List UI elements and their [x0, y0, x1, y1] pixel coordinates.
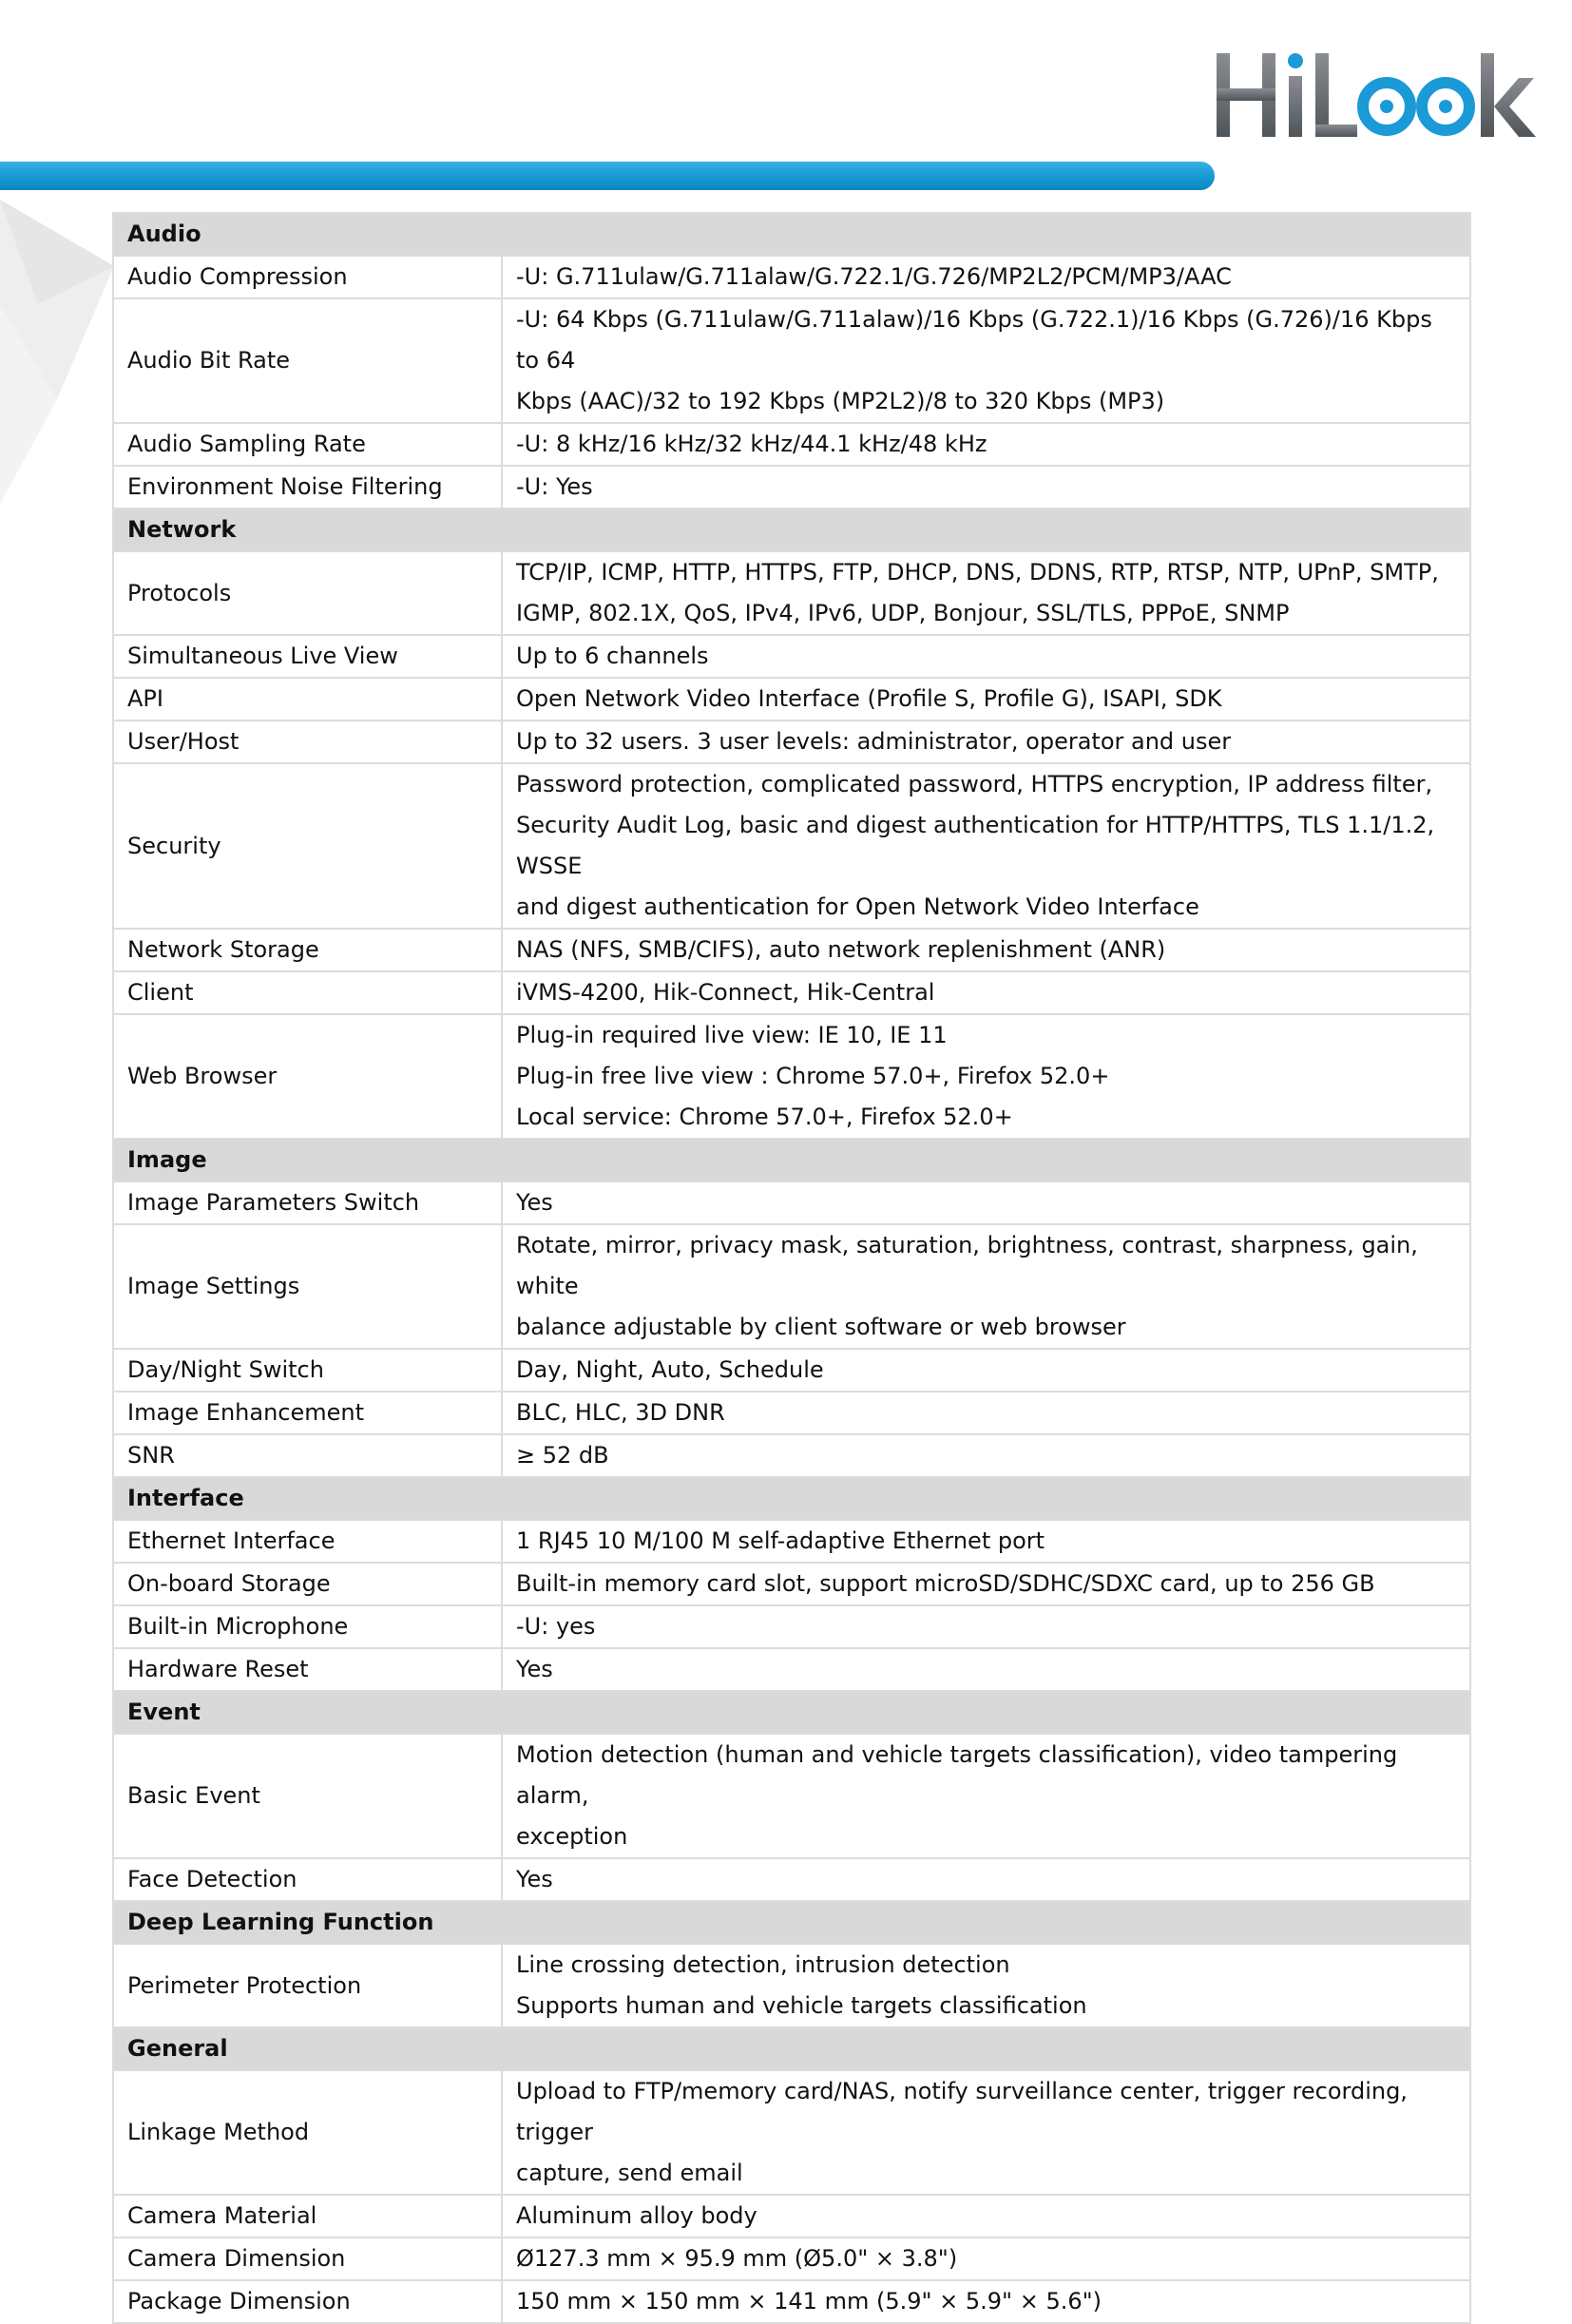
- spec-value-line: -U: 8 kHz/16 kHz/32 kHz/44.1 kHz/48 kHz: [516, 431, 987, 457]
- spec-value: [502, 1181, 1470, 1224]
- section-title: Network: [113, 509, 1470, 551]
- spec-label: Hardware Reset: [113, 1648, 502, 1691]
- spec-value-line: Kbps (AAC)/32 to 192 Kbps (MP2L2)/8 to 320 Kbps (MP3): [516, 388, 1165, 414]
- spec-value: [502, 635, 1470, 678]
- spec-row: [113, 1434, 1470, 1477]
- spec-row: [113, 635, 1470, 678]
- spec-value-line: Up to 6 channels: [516, 643, 709, 669]
- spec-label: Environment Noise Filtering: [113, 466, 502, 509]
- spec-value: [502, 971, 1470, 1014]
- spec-label: Web Browser: [113, 1014, 502, 1139]
- spec-value-line: Day, Night, Auto, Schedule: [516, 1356, 824, 1383]
- spec-value: [502, 1224, 1470, 1349]
- spec-row: [113, 551, 1470, 635]
- header-accent-bar: [0, 162, 1215, 190]
- spec-row: [113, 2070, 1470, 2195]
- spec-label: Perimeter Protection: [113, 1944, 502, 2027]
- spec-value-line: IGMP, 802.1X, QoS, IPv4, IPv6, UDP, Bonjour, SSL/TLS, PPPoE, SNMP: [516, 600, 1290, 626]
- spec-value: [502, 1605, 1470, 1648]
- spec-label: Image Enhancement: [113, 1392, 502, 1434]
- spec-label: Security: [113, 763, 502, 929]
- spec-value-line: Security Audit Log, basic and digest authentication for HTTP/HTTPS, TLS 1.1/1.2, WSSE: [516, 812, 1435, 879]
- spec-value: [502, 1014, 1470, 1139]
- spec-row: [113, 298, 1470, 423]
- spec-value: [502, 423, 1470, 466]
- spec-row: [113, 971, 1470, 1014]
- spec-value-line: Plug-in free live view : Chrome 57.0+, Firefox 52.0+: [516, 1063, 1110, 1089]
- section-title: Audio: [113, 213, 1470, 256]
- spec-label: Network Storage: [113, 929, 502, 971]
- spec-label: Linkage Method: [113, 2070, 502, 2195]
- section-header: [113, 1691, 1470, 1734]
- spec-value-line: Motion detection (human and vehicle targets classification), video tampering alarm,: [516, 1741, 1398, 1809]
- spec-row: [113, 1563, 1470, 1605]
- spec-value-line: TCP/IP, ICMP, HTTP, HTTPS, FTP, DHCP, DNS, DDNS, RTP, RTSP, NTP, UPnP, SMTP,: [516, 559, 1439, 586]
- spec-value-line: iVMS-4200, Hik-Connect, Hik-Central: [516, 979, 935, 1006]
- spec-row: [113, 1224, 1470, 1349]
- spec-label: Protocols: [113, 551, 502, 635]
- spec-label: Audio Compression: [113, 256, 502, 298]
- spec-value: [502, 678, 1470, 720]
- spec-value-line: NAS (NFS, SMB/CIFS), auto network replenishment (ANR): [516, 936, 1166, 963]
- spec-row: [113, 1392, 1470, 1434]
- section-header: [113, 2027, 1470, 2070]
- section-header: [113, 1901, 1470, 1944]
- spec-value-line: capture, send email: [516, 2160, 743, 2186]
- spec-value: [502, 763, 1470, 929]
- spec-value-line: 150 mm × 150 mm × 141 mm (5.9" × 5.9" × 5.6"): [516, 2288, 1102, 2314]
- spec-value-line: -U: 64 Kbps (G.711ulaw/G.711alaw)/16 Kbps (G.722.1)/16 Kbps (G.726)/16 Kbps to 64: [516, 306, 1432, 374]
- spec-label: Image Settings: [113, 1224, 502, 1349]
- spec-label: Camera Material: [113, 2195, 502, 2238]
- spec-row: [113, 1605, 1470, 1648]
- spec-value-line: -U: Yes: [516, 473, 593, 500]
- spec-value: [502, 1648, 1470, 1691]
- section-header: [113, 1477, 1470, 1520]
- spec-label: Package Dimension: [113, 2280, 502, 2323]
- spec-label: SNR: [113, 1434, 502, 1477]
- spec-value-line: ≥ 52 dB: [516, 1442, 609, 1469]
- spec-value-line: Yes: [516, 1656, 553, 1682]
- spec-value: [502, 2238, 1470, 2280]
- spec-value: [502, 1858, 1470, 1901]
- spec-value-line: 1 RJ45 10 M/100 M self-adaptive Ethernet port: [516, 1527, 1045, 1554]
- spec-label: Day/Night Switch: [113, 1349, 502, 1392]
- spec-value: [502, 2195, 1470, 2238]
- spec-row: [113, 763, 1470, 929]
- spec-label: Ethernet Interface: [113, 1520, 502, 1563]
- spec-row: [113, 1944, 1470, 2027]
- spec-label: Audio Sampling Rate: [113, 423, 502, 466]
- spec-row: [113, 423, 1470, 466]
- spec-row: [113, 466, 1470, 509]
- spec-value-line: -U: G.711ulaw/G.711alaw/G.722.1/G.726/MP2L2/PCM/MP3/AAC: [516, 263, 1232, 290]
- spec-label: API: [113, 678, 502, 720]
- spec-value-line: Rotate, mirror, privacy mask, saturation, brightness, contrast, sharpness, gain, white: [516, 1232, 1418, 1299]
- spec-row: [113, 256, 1470, 298]
- spec-row: [113, 678, 1470, 720]
- spec-label: Basic Event: [113, 1734, 502, 1858]
- spec-value-line: Supports human and vehicle targets classification: [516, 1992, 1087, 2019]
- section-title: General: [113, 2027, 1470, 2070]
- spec-value: [502, 1392, 1470, 1434]
- section-title: Image: [113, 1139, 1470, 1181]
- section-title: Interface: [113, 1477, 1470, 1520]
- spec-label: On-board Storage: [113, 1563, 502, 1605]
- spec-value: [502, 466, 1470, 509]
- spec-value: [502, 720, 1470, 763]
- spec-row: [113, 1014, 1470, 1139]
- spec-value: [502, 1734, 1470, 1858]
- spec-row: [113, 1349, 1470, 1392]
- spec-label: Camera Dimension: [113, 2238, 502, 2280]
- spec-value: [502, 1563, 1470, 1605]
- spec-value-line: Plug-in required live view: IE 10, IE 11: [516, 1022, 948, 1048]
- spec-value-line: Upload to FTP/memory card/NAS, notify surveillance center, trigger recording, trigger: [516, 2078, 1408, 2145]
- spec-value-line: balance adjustable by client software or web browser: [516, 1314, 1126, 1340]
- spec-label: Client: [113, 971, 502, 1014]
- spec-value-line: Yes: [516, 1866, 553, 1892]
- spec-value: [502, 2070, 1470, 2195]
- spec-value: [502, 1349, 1470, 1392]
- spec-value: [502, 298, 1470, 423]
- spec-value-line: exception: [516, 1823, 628, 1850]
- spec-row: [113, 1734, 1470, 1858]
- spec-value-line: and digest authentication for Open Network Video Interface: [516, 893, 1199, 920]
- spec-row: [113, 1520, 1470, 1563]
- spec-label: Image Parameters Switch: [113, 1181, 502, 1224]
- spec-row: [113, 1181, 1470, 1224]
- spec-row: [113, 2195, 1470, 2238]
- spec-row: [113, 2238, 1470, 2280]
- spec-value-line: Aluminum alloy body: [516, 2202, 757, 2229]
- spec-value: [502, 1434, 1470, 1477]
- spec-row: [113, 720, 1470, 763]
- spec-row: [113, 1648, 1470, 1691]
- spec-value: [502, 929, 1470, 971]
- section-header: [113, 1139, 1470, 1181]
- spec-label: Audio Bit Rate: [113, 298, 502, 423]
- spec-value-line: Password protection, complicated password, HTTPS encryption, IP address filter,: [516, 771, 1433, 797]
- spec-value-line: Yes: [516, 1189, 553, 1216]
- spec-label: User/Host: [113, 720, 502, 763]
- spec-value: [502, 551, 1470, 635]
- section-title: Deep Learning Function: [113, 1901, 1470, 1944]
- spec-value-line: Built-in memory card slot, support microSD/SDHC/SDXC card, up to 256 GB: [516, 1570, 1375, 1597]
- spec-value-line: BLC, HLC, 3D DNR: [516, 1399, 725, 1426]
- specification-table: [112, 212, 1471, 2324]
- spec-value: [502, 1944, 1470, 2027]
- spec-label: Face Detection: [113, 1858, 502, 1901]
- spec-value-line: Ø127.3 mm × 95.9 mm (Ø5.0" × 3.8"): [516, 2245, 958, 2272]
- spec-value: [502, 2280, 1470, 2323]
- spec-row: [113, 1858, 1470, 1901]
- spec-value-line: Up to 32 users. 3 user levels: administrator, operator and user: [516, 728, 1232, 755]
- spec-value-line: Local service: Chrome 57.0+, Firefox 52.0+: [516, 1104, 1013, 1130]
- section-header: [113, 509, 1470, 551]
- spec-row: [113, 2280, 1470, 2323]
- section-title: Event: [113, 1691, 1470, 1734]
- spec-value-line: Open Network Video Interface (Profile S, Profile G), ISAPI, SDK: [516, 685, 1222, 712]
- section-header: [113, 213, 1470, 256]
- spec-label: Simultaneous Live View: [113, 635, 502, 678]
- spec-value: [502, 256, 1470, 298]
- spec-value: [502, 1520, 1470, 1563]
- spec-value-line: -U: yes: [516, 1613, 596, 1640]
- spec-value-line: Line crossing detection, intrusion detection: [516, 1951, 1010, 1978]
- spec-label: Built-in Microphone: [113, 1605, 502, 1648]
- spec-row: [113, 929, 1470, 971]
- hilook-logo: [1213, 48, 1536, 143]
